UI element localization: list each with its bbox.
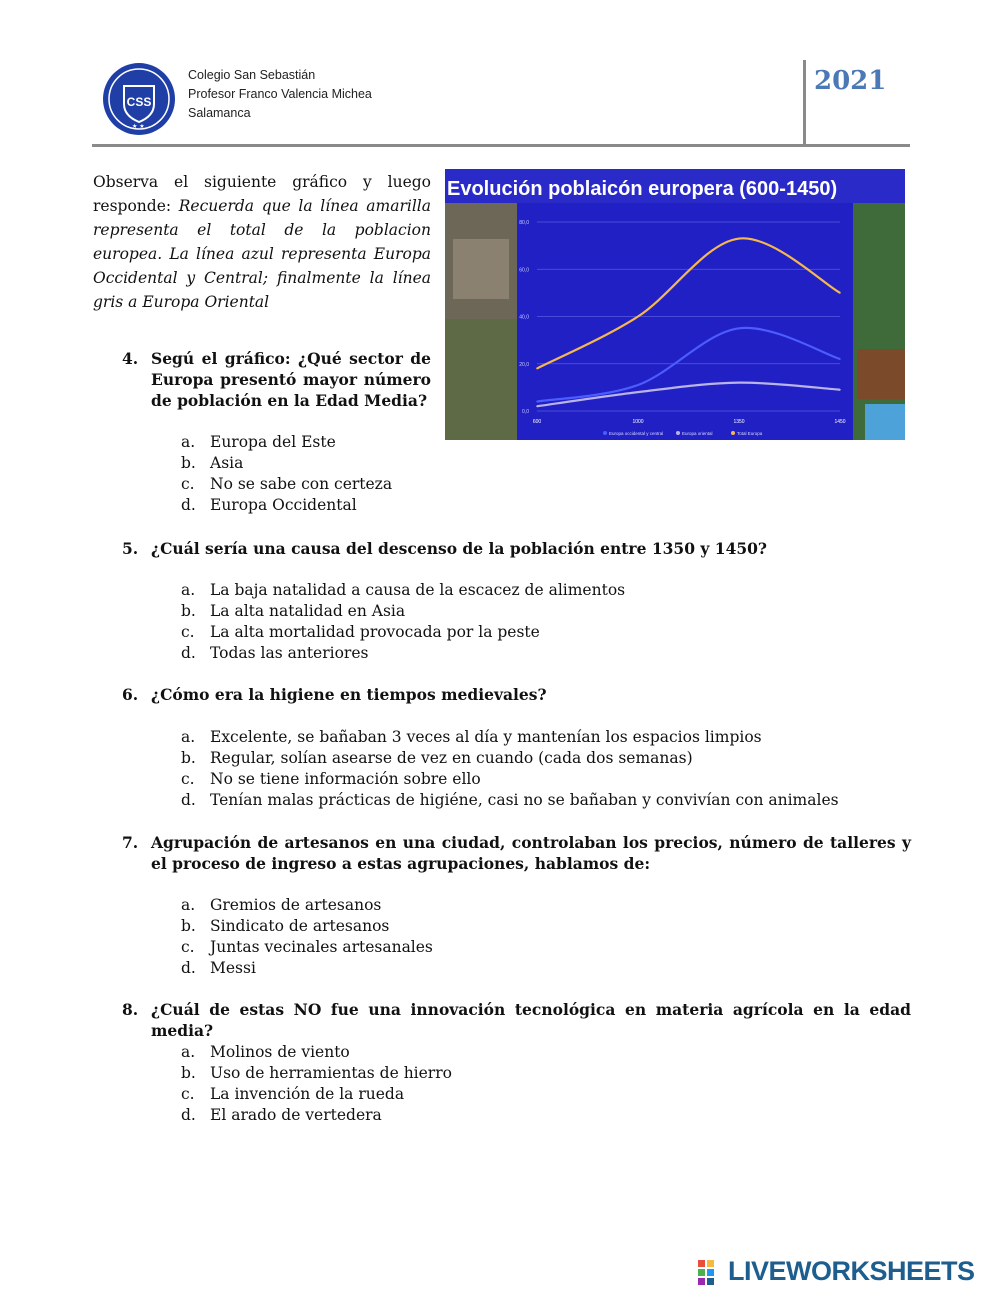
option-8-b[interactable]	[181, 1063, 781, 1084]
option-text: Europa Occidental	[210, 496, 357, 514]
chart-title: Evolución poblaicón europera (600-1450)	[447, 178, 838, 200]
y-tick-label: 20,0	[519, 361, 529, 368]
data-point	[839, 358, 841, 360]
header-divider-vertical	[803, 60, 806, 146]
school-name: Colegio San Sebastián	[188, 68, 316, 82]
option-text: Europa del Este	[210, 433, 336, 451]
option-text: Asia	[210, 454, 244, 472]
option-letter: b.	[181, 454, 196, 472]
question-text: Segú el gráfico: ¿Qué sector de Europa presentó mayor número de población en la Edad Media?	[151, 349, 431, 410]
intro-note: Recuerda que la línea amarilla representa el total de la poblacion europea. La línea azul representa Europa Occidental y Central; finalmente la línea gris a Europa Oriental	[93, 197, 431, 311]
data-point	[637, 391, 639, 393]
option-letter: c.	[181, 938, 195, 956]
plot-background	[517, 203, 853, 440]
data-point	[839, 292, 841, 294]
x-tick-label: 1350	[733, 419, 745, 425]
x-tick-label: 600	[532, 419, 542, 425]
option-5-c[interactable]	[181, 622, 781, 643]
option-7-a[interactable]	[181, 895, 781, 916]
question-number: 7.	[122, 833, 139, 852]
question-number: 8.	[122, 1000, 139, 1019]
option-letter: d.	[181, 1106, 196, 1124]
data-point	[536, 368, 538, 370]
option-letter: a.	[181, 1043, 196, 1061]
question-number: 4.	[122, 349, 139, 368]
option-letter: a.	[181, 433, 196, 451]
option-text: No se tiene información sobre ello	[210, 770, 481, 788]
option-7-c[interactable]	[181, 937, 781, 958]
option-4-d[interactable]	[181, 495, 781, 516]
option-letter: a.	[181, 728, 196, 746]
question-number: 5.	[122, 539, 139, 558]
option-letter: a.	[181, 896, 196, 914]
option-letter: a.	[181, 581, 196, 599]
option-text: Uso de herramientas de hierro	[210, 1064, 452, 1082]
y-tick-label: 60,0	[519, 267, 529, 274]
option-4-a[interactable]	[181, 432, 781, 453]
data-point	[637, 316, 639, 318]
option-8-a[interactable]	[181, 1042, 781, 1063]
option-letter: c.	[181, 1085, 195, 1103]
option-6-d[interactable]	[181, 790, 839, 811]
legend-label: Total Europa	[737, 431, 763, 436]
data-point	[839, 389, 841, 391]
school-info	[188, 66, 372, 123]
liveworksheets-text: LIVEWORKSHEETS	[728, 1256, 975, 1286]
option-text: No se sabe con certeza	[210, 475, 393, 493]
question-text: ¿Cuál sería una causa del descenso de la población entre 1350 y 1450?	[151, 539, 768, 558]
option-6-a[interactable]	[181, 727, 781, 748]
header-divider-horizontal	[92, 144, 910, 147]
question-4	[122, 348, 431, 418]
question-text: Agrupación de artesanos en una ciudad, controlaban los precios, número de talleres y el proceso de ingreso a estas agrupaciones, hablamos de:	[151, 833, 911, 873]
option-8-c[interactable]	[181, 1084, 781, 1105]
option-7-b[interactable]	[181, 916, 781, 937]
question-text: ¿Cuál de estas NO fue una innovación tecnológica en materia agrícola en la edad media?	[151, 1000, 911, 1040]
teacher-name: Profesor Franco Valencia Michea	[188, 87, 372, 101]
y-tick-label: 80,0	[519, 220, 529, 226]
option-5-d[interactable]	[181, 643, 781, 664]
intro-lead: Observa el siguiente gráfico y luego responde:	[93, 173, 431, 215]
option-4-b[interactable]	[181, 453, 781, 474]
option-text: La alta natalidad en Asia	[210, 602, 406, 620]
chart-svg	[445, 169, 905, 440]
option-letter: b.	[181, 602, 196, 620]
y-tick-label: 0,0	[522, 409, 529, 415]
data-point	[738, 238, 740, 240]
population-chart	[445, 169, 905, 440]
option-letter: c.	[181, 770, 195, 788]
option-text: La baja natalidad a causa de la escacez de alimentos	[210, 581, 626, 599]
option-text: Molinos de viento	[210, 1043, 350, 1061]
data-point	[536, 405, 538, 407]
option-text: Gremios de artesanos	[210, 896, 382, 914]
option-text: Juntas vecinales artesanales	[210, 938, 433, 956]
data-point	[637, 384, 639, 386]
right-decor-water	[865, 404, 905, 440]
question-number: 6.	[122, 685, 139, 704]
option-text: La alta mortalidad provocada por la peste	[210, 623, 540, 641]
option-text: Excelente, se bañaban 3 veces al día y mantenían los espacios limpios	[210, 728, 762, 746]
liveworksheets-icon	[698, 1256, 724, 1286]
option-5-b[interactable]	[181, 601, 781, 622]
option-8-d[interactable]	[181, 1105, 781, 1126]
option-letter: b.	[181, 749, 196, 767]
option-text: Messi	[210, 959, 256, 977]
option-letter: b.	[181, 1064, 196, 1082]
option-letter: c.	[181, 623, 195, 641]
option-6-c[interactable]	[181, 769, 781, 790]
option-text: Regular, solían asearse de vez en cuando (cada dos semanas)	[210, 749, 693, 767]
logo-initials: CSS	[126, 95, 152, 109]
intro-paragraph	[93, 170, 431, 314]
x-tick-label: 1000	[632, 419, 644, 425]
question-7	[122, 832, 911, 902]
option-5-a[interactable]	[181, 580, 781, 601]
option-4-c[interactable]	[181, 474, 781, 495]
question-text: ¿Cómo era la higiene en tiempos medievales?	[151, 685, 547, 704]
option-letter: b.	[181, 917, 196, 935]
option-text: La invención de la rueda	[210, 1085, 405, 1103]
legend-label: Europa oriental	[682, 431, 713, 436]
option-letter: d.	[181, 959, 196, 977]
year: 2021	[814, 66, 887, 96]
option-text: El arado de vertedera	[210, 1106, 382, 1124]
option-letter: d.	[181, 791, 196, 809]
y-tick-label: 40,0	[519, 314, 529, 321]
right-decor-building	[857, 349, 905, 399]
option-letter: d.	[181, 496, 196, 514]
left-decor-ground	[445, 319, 517, 440]
data-point	[738, 328, 740, 330]
legend-label: Europa occidental y central	[609, 431, 664, 436]
x-tick-label: 1450	[834, 419, 846, 425]
option-letter: d.	[181, 644, 196, 662]
data-point	[536, 401, 538, 403]
data-point	[738, 382, 740, 384]
option-letter: c.	[181, 475, 195, 493]
option-text: Sindicato de artesanos	[210, 917, 390, 935]
liveworksheets-logo	[698, 1256, 994, 1286]
school-logo	[102, 62, 176, 136]
option-text: Todas las anteriores	[210, 644, 369, 662]
svg-text:★ ★: ★ ★	[132, 123, 145, 130]
option-7-d[interactable]	[181, 958, 781, 979]
school-city: Salamanca	[188, 106, 251, 120]
left-decor-building	[453, 239, 509, 299]
option-6-b[interactable]	[181, 748, 781, 769]
option-text: Tenían malas prácticas de higiéne, casi no se bañaban y convivían con animales	[210, 791, 839, 809]
